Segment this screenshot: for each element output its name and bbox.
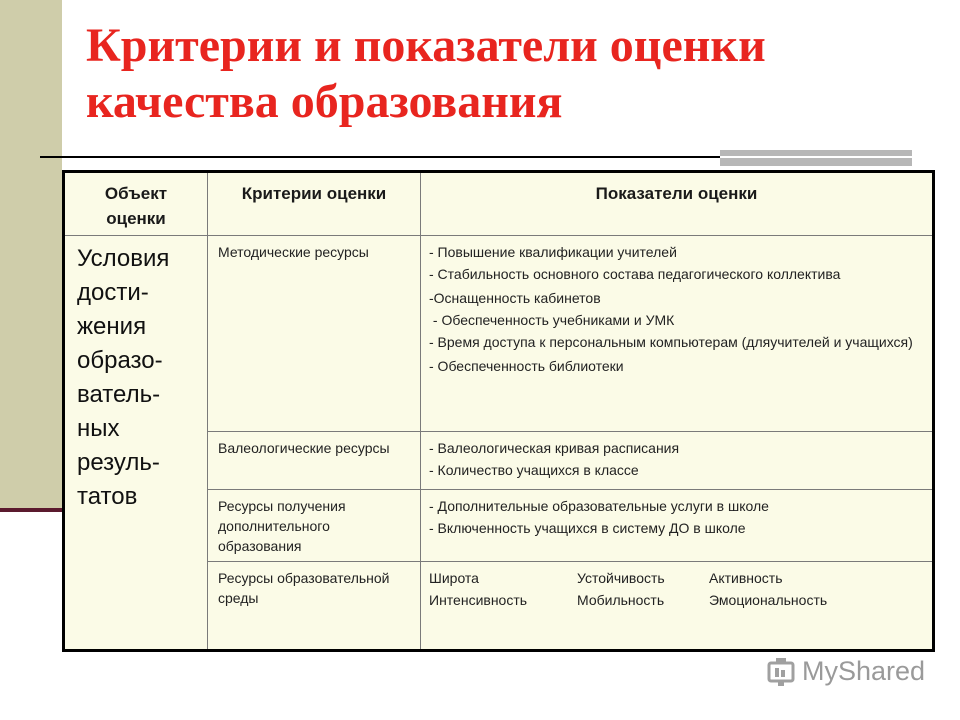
indicator-item: - Включенность учащихся в систему ДО в школе bbox=[429, 520, 746, 536]
indicator-item: - Обеспеченность библиотеки bbox=[429, 358, 624, 374]
criterion-cell: Ресурсы получения дополнительного образования bbox=[208, 490, 421, 562]
criterion-cell: Валеологические ресурсы bbox=[208, 432, 421, 490]
slide-title bbox=[86, 18, 766, 130]
indicator-item: - Обеспеченность учебниками и УМК bbox=[429, 312, 675, 328]
indicator-item: -Оснащенность кабинетов bbox=[429, 290, 601, 306]
header-indicators: Показатели оценки bbox=[421, 172, 934, 236]
header-object bbox=[64, 172, 208, 236]
title-line-2: качества образования bbox=[86, 75, 563, 128]
left-decorative-band bbox=[0, 0, 62, 512]
object-text-line: Условия bbox=[77, 245, 170, 272]
myshared-logo-icon bbox=[766, 657, 798, 687]
indicator-item: - Дополнительные образовательные услуги в школе bbox=[429, 498, 769, 514]
header-object-line-1: Объект bbox=[104, 184, 168, 203]
table-row bbox=[64, 236, 934, 432]
indicators-cell bbox=[421, 236, 934, 432]
myshared-watermark[interactable] bbox=[766, 656, 925, 687]
criterion-cell: Ресурсы образовательной среды bbox=[208, 562, 421, 651]
indicators-cell bbox=[421, 432, 934, 490]
indicator-item: - Валеологическая кривая расписания bbox=[429, 440, 680, 456]
indicator-item: Интенсивность bbox=[429, 592, 528, 608]
indicator-item: - Стабильность основного состава педагогического коллектива bbox=[429, 266, 841, 282]
indicator-item: Мобильность bbox=[577, 592, 665, 608]
header-object-line-2: оценки bbox=[106, 209, 166, 228]
indicators-cell bbox=[421, 490, 934, 562]
object-text-line: дости- bbox=[77, 279, 149, 306]
object-text-line: образо- bbox=[77, 347, 163, 374]
watermark-text: MyShared bbox=[802, 656, 926, 686]
indicator-item: Широта bbox=[429, 570, 479, 586]
criterion-cell: Методические ресурсы bbox=[208, 236, 421, 432]
indicator-item: Эмоциональность bbox=[709, 592, 828, 608]
object-text-line: ных bbox=[77, 415, 120, 442]
left-band-underline bbox=[0, 508, 62, 512]
title-divider-line bbox=[40, 156, 720, 158]
object-cell bbox=[64, 236, 208, 651]
object-text-line: резуль- bbox=[77, 449, 160, 476]
indicator-grid-row bbox=[429, 568, 924, 588]
indicator-item: - Повышение квалификации учителей bbox=[429, 244, 677, 260]
indicator-grid-row bbox=[429, 590, 924, 610]
indicator-item: - Время доступа к персональным компьютерам (дляучителей и учащихся) bbox=[429, 334, 913, 350]
indicators-cell bbox=[421, 562, 934, 651]
object-text-line: жения bbox=[77, 313, 147, 340]
header-criteria: Критерии оценки bbox=[208, 172, 421, 236]
title-line-1: Критерии и показатели оценки bbox=[86, 19, 766, 72]
indicator-item: - Количество учащихся в классе bbox=[429, 462, 639, 478]
indicator-item: Активность bbox=[709, 570, 783, 586]
object-text-line: ватель- bbox=[77, 381, 161, 408]
criteria-table bbox=[62, 170, 935, 652]
indicator-item: Устойчивость bbox=[577, 570, 665, 586]
decorative-gray-bar bbox=[720, 150, 912, 166]
object-text-line: татов bbox=[77, 483, 138, 510]
